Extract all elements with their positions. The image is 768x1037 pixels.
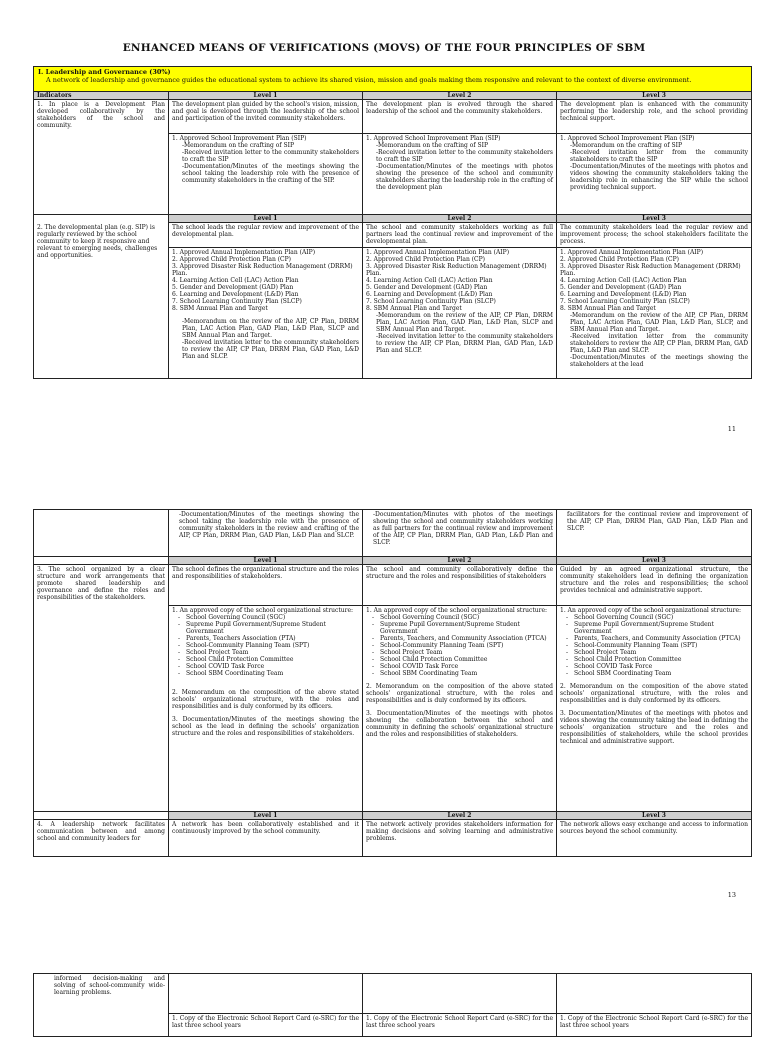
movs-item: 1. An approved copy of the school organizational structure: bbox=[172, 607, 354, 614]
continued-level-1: -Documentation/Minutes of the meetings showing the school taking the leadership role with the presence of community stakeholders in the review and crafting of the AIP, CP Plan, DRRM Plan, GAD Plan, L&D Plan and SLCP. bbox=[169, 510, 363, 557]
movs-item: -Received invitation letter from the community stakeholders to craft the SIP bbox=[570, 149, 749, 163]
list-item: - Supreme Pupil Government/Supreme Student Government bbox=[560, 621, 748, 635]
list-item: - School Child Protection Committee bbox=[366, 656, 553, 663]
level-2-header: Level 2 bbox=[363, 92, 557, 100]
movs-item: -Documentation/Minutes of the meetings with photos and videos showing the community stakeholders taking the leadership role in enhancing the SIP while the school providing technical support. bbox=[570, 163, 749, 191]
level-header-row bbox=[34, 215, 752, 223]
indicator-3: 3. The school organized by a clear structure and work arrangements that promote shared leadership and governance and define the roles and responsibilities of the stakeholders. bbox=[34, 565, 169, 812]
movs-table-page-14 bbox=[33, 973, 752, 1037]
movs-item: 2. Memorandum on the composition of the above stated schools' organizational structure, with the roles and responsibilities and is duly conformed by its officers. bbox=[172, 689, 359, 710]
movs-item: 1. An approved copy of the school organizational structure: bbox=[560, 607, 742, 614]
movs-item: -Received invitation letter to the community stakeholders to review the AIP, CP Plan, DRRM Plan, GAD Plan, L&D Plan and SLCP. bbox=[376, 333, 553, 354]
indicator-4-level-2: The network actively provides stakeholders information for making decisions and solving learning and administrative problems. bbox=[363, 820, 557, 857]
level-2-header: Level 2 bbox=[363, 557, 557, 565]
level-2-header: Level 2 bbox=[363, 215, 557, 223]
list-item: - School COVID Task Force bbox=[560, 663, 748, 670]
movs-item: 4. Learning Action Cell (LAC) Action Plan bbox=[366, 277, 493, 284]
level-1-header: Level 1 bbox=[169, 812, 363, 820]
movs-item: 1. Approved Annual Implementation Plan (AIP) bbox=[366, 249, 510, 256]
indicator-1-movs-level-3 bbox=[557, 134, 752, 215]
indicator-3-level-2: The school and community collaboratively define the structure and the roles and responsibilities of stakeholders bbox=[363, 565, 557, 606]
movs-item: 2. Memorandum on the composition of the above stated schools' organizational structure, with the roles and responsibilities and is duly conformed by its officers. bbox=[366, 683, 553, 704]
movs-item: 5. Gender and Development (GAD) Plan bbox=[172, 284, 294, 291]
level-3-header: Level 3 bbox=[557, 812, 752, 820]
list-item: - School Governing Council (SGC) bbox=[366, 614, 553, 621]
movs-item: 5. Gender and Development (GAD) Plan bbox=[366, 284, 488, 291]
indicator-3-movs-level-3 bbox=[557, 606, 752, 812]
indicator-1-level-1: The development plan guided by the school's vision, mission, and goal is developed through the leadership of the school and participation of the invited community stakeholders. bbox=[169, 100, 363, 134]
list-item: - Parents, Teachers, and Community Association (PTCA) bbox=[366, 635, 553, 642]
list-item: - School SBM Coordinating Team bbox=[172, 670, 359, 677]
level-header-row bbox=[34, 557, 752, 565]
continued-level-2: -Documentation/Minutes with photos of the meetings showing the school and community stakeholders working as full partners for the continual review and improvement of the AIP, CP Plan, DRRM Plan, GAD Plan, L&D Plan and SLCP. bbox=[363, 510, 557, 557]
list-item: - School-Community Planning Team (SPT) bbox=[560, 642, 748, 649]
indicator-3-level-1: The school defines the organizational structure and the roles and responsibilities of stakeholders. bbox=[169, 565, 363, 606]
movs-item: 2. Memorandum on the composition of the above stated schools' organizational structure, with the roles and responsibilities and is duly conformed by its officers. bbox=[560, 683, 748, 704]
indicator-4-row bbox=[34, 820, 752, 857]
indicator-2-level-2: The school and community stakeholders working as full partners lead the continual review and improvement of the developmental plan. bbox=[363, 223, 557, 248]
continued-level-3: facilitators for the continual review and improvement of the AIP, CP Plan, DRRM Plan, GAD Plan, L&D Plan and SLCP. bbox=[557, 510, 752, 557]
level-2-header: Level 2 bbox=[363, 812, 557, 820]
indicator-1: 1. In place is a Development Plan developed collaboratively by the stakeholders of the school and community. bbox=[34, 100, 169, 215]
movs-item: 5. Gender and Development (GAD) Plan bbox=[560, 284, 682, 291]
page-number: 13 bbox=[727, 891, 736, 899]
continued-row bbox=[34, 510, 752, 557]
level-header-row bbox=[34, 92, 752, 100]
list-item: - Parents, Teachers, and Community Association (PTCA) bbox=[560, 635, 748, 642]
movs-item: 3. Documentation/Minutes of the meetings with photos showing the collaboration between the school and community in defining the schools' organizational structure and the roles and responsibilities of stakeholders. bbox=[366, 710, 553, 738]
indicator-2-movs-level-2 bbox=[363, 248, 557, 379]
level-3-header: Level 3 bbox=[557, 92, 752, 100]
movs-item: 3. Documentation/Minutes of the meetings with photos and videos showing the community taking the lead in defining the schools' organization structure and the roles and responsibilities of stakeholders, while the school provides technical and administrative support. bbox=[560, 710, 748, 745]
indicators-header: Indicators bbox=[34, 92, 169, 100]
list-item: - Supreme Pupil Government/Supreme Student Government bbox=[366, 621, 553, 635]
level-1-header: Level 1 bbox=[169, 557, 363, 565]
movs-item: 7. School Learning Continuity Plan (SLCP) bbox=[172, 298, 302, 305]
movs-item: 8. SBM Annual Plan and Target bbox=[366, 305, 462, 312]
movs-item: -Memorandum on the review of the AIP, CP Plan, DRRM Plan, LAC Action Plan, GAD Plan, L&D Plan, SLCP and SBM Annual Plan and Target. bbox=[182, 318, 359, 339]
indicator-4-movs-level-2: 1. Copy of the Electronic School Report Card (e-SRC) for the last three school years bbox=[363, 1014, 557, 1037]
list-item: - School COVID Task Force bbox=[172, 663, 359, 670]
movs-table-page-13 bbox=[33, 509, 752, 857]
movs-item: -Documentation/Minutes of the meetings showing the stakeholders at the lead bbox=[570, 354, 749, 368]
movs-item: -Memorandum on the crafting of SIP bbox=[182, 142, 294, 149]
level-3-header: Level 3 bbox=[557, 215, 752, 223]
list-item: - Parents, Teachers Association (PTA) bbox=[172, 635, 359, 642]
list-item: - School Project Team bbox=[366, 649, 553, 656]
movs-item: -Memorandum on the review of the AIP, CP Plan, DRRM Plan, LAC Action Plan, GAD Plan, L&D Plan, SLCP and SBM Annual Plan and Target. bbox=[376, 312, 553, 333]
indicator-4: 4. A leadership network facilitates communication between and among school and community leaders for bbox=[34, 820, 169, 857]
movs-item: 3. Documentation/Minutes of the meetings showing the school as the lead in defining the schools' organization structure and the roles and responsibilities of stakeholders. bbox=[172, 716, 359, 737]
movs-item: 2. Approved Child Protection Plan (CP) bbox=[172, 256, 292, 263]
indicator-4-continued-row bbox=[34, 974, 752, 1014]
movs-item: 8. SBM Annual Plan and Target bbox=[560, 305, 656, 312]
movs-item: -Received invitation letter to the community stakeholders to craft the SIP bbox=[376, 149, 553, 163]
principle-heading: I. Leadership and Governance (30%) bbox=[38, 68, 171, 76]
movs-item: 1. Approved School Improvement Plan (SIP) bbox=[366, 135, 501, 142]
principle-banner bbox=[34, 67, 752, 92]
movs-item: 1. An approved copy of the school organizational structure: bbox=[366, 607, 548, 614]
list-item: - School-Community Planning Team (SPT) bbox=[366, 642, 553, 649]
level-header-row bbox=[34, 812, 752, 820]
list-item: - School-Community Planning Team (SPT) bbox=[172, 642, 359, 649]
level-3-header: Level 3 bbox=[557, 557, 752, 565]
indicator-2-level-1: The school leads the regular review and improvement of the developmental plan. bbox=[169, 223, 363, 248]
indicator-3-level-3: Guided by an agreed organizational structure, the community stakeholders lead in defining the organization structure and the roles and responsibilities; the school provides technical and administrative support. bbox=[557, 565, 752, 606]
movs-item: 2. Approved Child Protection Plan (CP) bbox=[560, 256, 680, 263]
list-item: - School Governing Council (SGC) bbox=[560, 614, 748, 621]
movs-item: 6. Learning and Development (L&D) Plan bbox=[560, 291, 687, 298]
level-1-header: Level 1 bbox=[169, 92, 363, 100]
movs-item: -Received invitation letter to the community stakeholders to craft the SIP bbox=[182, 149, 359, 163]
movs-item: 7. School Learning Continuity Plan (SLCP) bbox=[560, 298, 690, 305]
list-item: - School Governing Council (SGC) bbox=[172, 614, 359, 621]
movs-item: -Memorandum on the review of the AIP, CP Plan, DRRM Plan, LAC Action Plan, GAD Plan, L&D Plan, SLCP, and SBM Annual Plan and Target. bbox=[570, 312, 749, 333]
movs-item: 1. Approved Annual Implementation Plan (AIP) bbox=[560, 249, 704, 256]
movs-item: 1. Approved Annual Implementation Plan (AIP) bbox=[172, 249, 316, 256]
indicator-2: 2. The developmental plan (e.g. SIP) is regularly reviewed by the school community to keep it responsive and relevant to emerging needs, challenges and opportunities. bbox=[34, 223, 169, 379]
indicator-4-level-3: The network allows easy exchange and access to information sources beyond the school community. bbox=[557, 820, 752, 857]
indicator-4-movs-level-1: 1. Copy of the Electronic School Report Card (e-SRC) for the last three school years bbox=[169, 1014, 363, 1037]
document-title: ENHANCED MEANS OF VERIFICATIONS (MOVS) OF THE FOUR PRINCIPLES OF SBM bbox=[122, 42, 646, 54]
movs-item: -Memorandum on the crafting of SIP bbox=[570, 142, 682, 149]
indicator-1-movs-level-2 bbox=[363, 134, 557, 215]
list-item: - School Child Protection Committee bbox=[560, 656, 748, 663]
level-1-header: Level 1 bbox=[169, 215, 363, 223]
movs-item: 8. SBM Annual Plan and Target bbox=[172, 305, 268, 312]
list-item: - School Project Team bbox=[172, 649, 359, 656]
list-item: - School Project Team bbox=[560, 649, 748, 656]
page-number: 11 bbox=[727, 425, 736, 433]
list-item: - School COVID Task Force bbox=[366, 663, 553, 670]
movs-item: -Documentation/Minutes of the meetings showing the school taking the leadership role with the presence of community stakeholders in the crafting of the SIP. bbox=[182, 163, 359, 184]
indicator-2-movs-level-3 bbox=[557, 248, 752, 379]
list-item: - School SBM Coordinating Team bbox=[366, 670, 553, 677]
indicator-3-row bbox=[34, 565, 752, 606]
indicator-4-level-1: A network has been collaboratively established and it continuously improved by the school community. bbox=[169, 820, 363, 857]
indicator-2-row bbox=[34, 223, 752, 248]
indicator-2-movs-level-1 bbox=[169, 248, 363, 379]
movs-item: 4. Learning Action Cell (LAC) Action Plan bbox=[560, 277, 687, 284]
movs-item: -Memorandum on the crafting of SIP bbox=[376, 142, 488, 149]
indicator-1-movs-level-1 bbox=[169, 134, 363, 215]
indicator-4-continued: informed decision-making and solving of school-community wide-learning problems. bbox=[34, 974, 169, 1037]
movs-item: -Received invitation letter from the community stakeholders to review the AIP, CP Plan, DRRM Plan, GAD Plan, L&D Plan and SLCP. bbox=[570, 333, 749, 354]
movs-item: 3. Approved Disaster Risk Reduction Management (DRRM) Plan. bbox=[172, 263, 353, 277]
movs-item: 7. School Learning Continuity Plan (SLCP) bbox=[366, 298, 496, 305]
list-item: - School Child Protection Committee bbox=[172, 656, 359, 663]
movs-item: 1. Approved School Improvement Plan (SIP) bbox=[560, 135, 695, 142]
principle-description: A network of leadership and governance guides the educational system to achieve its shared vision, mission and goals making them responsive and relevant to the context of diverse environment. bbox=[46, 75, 692, 84]
indicator-3-movs-level-1 bbox=[169, 606, 363, 812]
movs-item: -Received invitation letter to the community stakeholders to review the AIP, CP Plan, DRRM Plan, GAD Plan, L&D Plan and SLCP. bbox=[182, 339, 359, 360]
movs-item: 4. Learning Action Cell (LAC) Action Plan bbox=[172, 277, 299, 284]
indicator-2-level-3: The community stakeholders lead the regular review and improvement process; the school stakeholders facilitate the process. bbox=[557, 223, 752, 248]
indicator-1-level-2: The development plan is evolved through the shared leadership of the school and the community stakeholders. bbox=[363, 100, 557, 134]
movs-item: -Documentation/Minutes of the meetings with photos showing the presence of the school and community stakeholders sharing the leadership role in the crafting of the development plan bbox=[376, 163, 553, 191]
indicator-3-movs-level-2 bbox=[363, 606, 557, 812]
movs-item: 6. Learning and Development (L&D) Plan bbox=[172, 291, 299, 298]
movs-item: 3. Approved Disaster Risk Reduction Management (DRRM) Plan. bbox=[560, 263, 741, 277]
indicator-4-movs-level-3: 1. Copy of the Electronic School Report Card (e-SRC) for the last three school years bbox=[557, 1014, 752, 1037]
list-item: - School SBM Coordinating Team bbox=[560, 670, 748, 677]
movs-item: 6. Learning and Development (L&D) Plan bbox=[366, 291, 493, 298]
movs-item: 1. Approved School Improvement Plan (SIP) bbox=[172, 135, 307, 142]
movs-item: 2. Approved Child Protection Plan (CP) bbox=[366, 256, 486, 263]
movs-table-page-11 bbox=[33, 66, 752, 379]
list-item: - Supreme Pupil Government/Supreme Student Government bbox=[172, 621, 359, 635]
indicator-1-level-3: The development plan is enhanced with the community performing the leadership role, and the school providing technical support. bbox=[557, 100, 752, 134]
indicator-1-row bbox=[34, 100, 752, 134]
movs-item: 3. Approved Disaster Risk Reduction Management (DRRM) Plan. bbox=[366, 263, 547, 277]
